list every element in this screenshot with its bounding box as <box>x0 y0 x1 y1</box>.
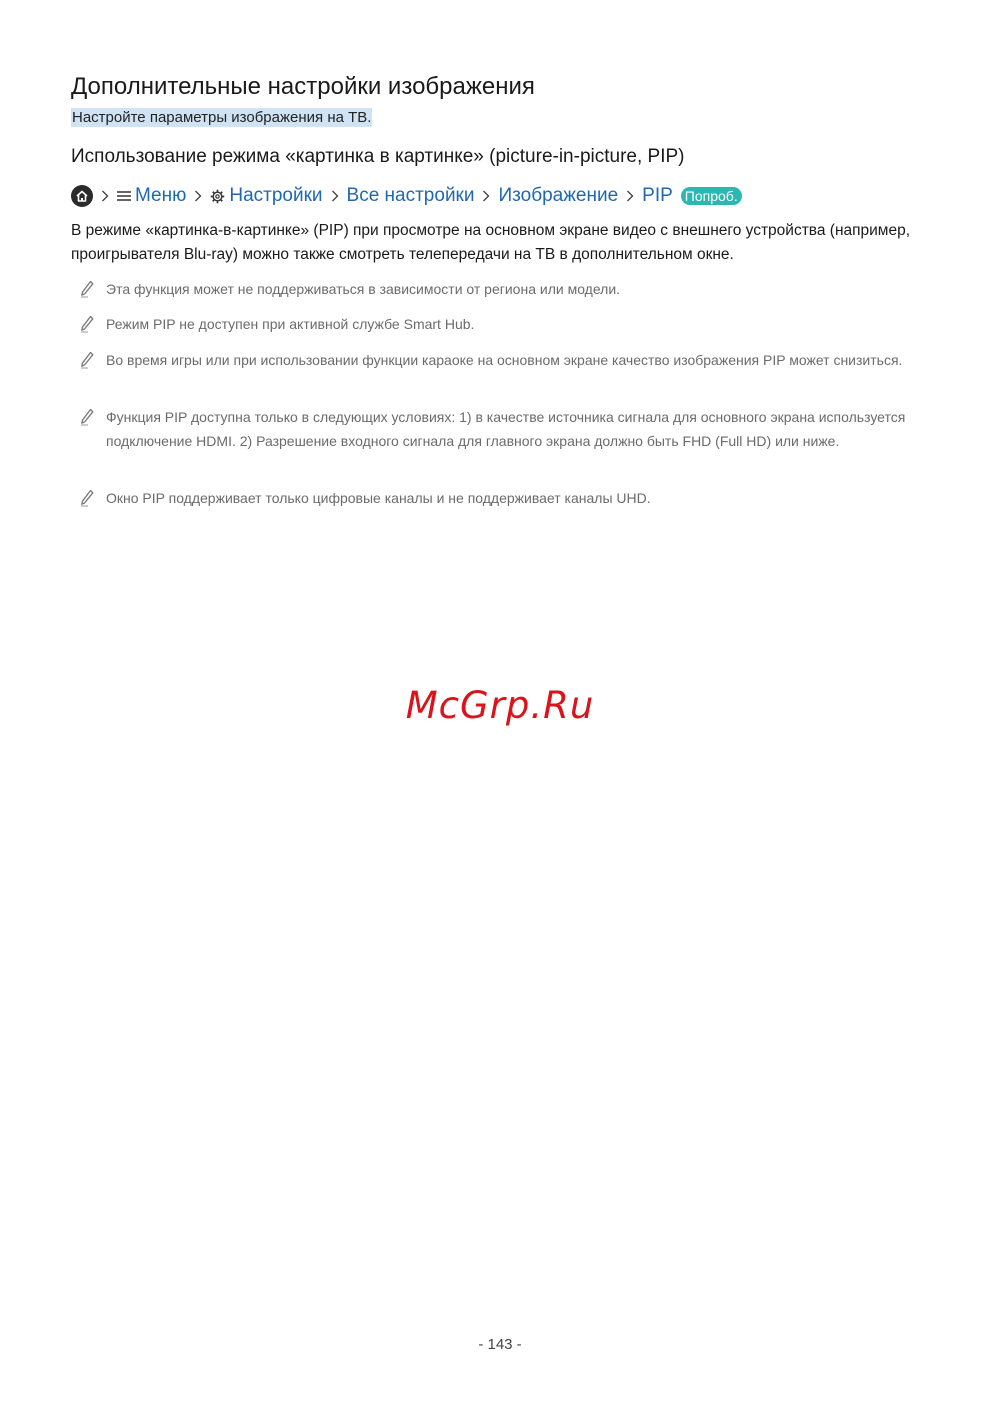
chevron-right-icon <box>97 190 113 202</box>
breadcrumb-label: Изображение <box>498 185 619 206</box>
pencil-icon <box>80 408 94 426</box>
chevron-right-icon <box>327 190 343 202</box>
intro-paragraph: В режиме «картинка-в-картинке» (PIP) при просмотре на основном экране видео с внешнего устройства (например, проигрывателя Blu-ray) можно также смотреть телепередачи на ТВ в дополнительном окне. <box>71 222 910 263</box>
pencil-icon <box>80 489 94 507</box>
breadcrumb-label: Меню <box>135 185 187 206</box>
chevron-right-icon <box>478 190 494 202</box>
note-item <box>80 348 920 372</box>
breadcrumb-item-menu[interactable] <box>117 185 186 207</box>
breadcrumb-item-all-settings[interactable] <box>347 185 475 207</box>
breadcrumb-item-settings[interactable] <box>210 185 322 207</box>
chevron-right-icon <box>622 190 638 202</box>
breadcrumb-label: PIP <box>642 185 673 206</box>
note-item <box>80 486 920 510</box>
watermark: McGrp.Ru <box>405 684 595 727</box>
section-heading: Использование режима «картинка в картинке» (picture-in-picture, PIP) <box>71 146 685 167</box>
note-item <box>80 405 920 453</box>
pencil-icon <box>80 315 94 333</box>
gear-icon <box>210 189 225 204</box>
breadcrumb-label: Все настройки <box>346 185 475 206</box>
try-now-button[interactable]: Попроб. <box>681 187 742 205</box>
note-text: Режим PIP не доступен при активной службе Smart Hub. <box>106 316 475 332</box>
breadcrumb-item-pip[interactable] <box>642 185 673 207</box>
pencil-icon <box>80 280 94 298</box>
note-item <box>80 312 920 336</box>
menu-icon <box>117 190 131 202</box>
pencil-icon <box>80 351 94 369</box>
note-text: Окно PIP поддерживает только цифровые каналы и не поддерживает каналы UHD. <box>106 490 651 506</box>
home-icon[interactable] <box>71 185 93 207</box>
note-item <box>80 277 920 301</box>
note-text: Функция PIP доступна только в следующих условиях: 1) в качестве источника сигнала для основного экрана используется подключение HDMI. 2) Разрешение входного сигнала для главного экрана должно быть FHD (Full HD) или ниже. <box>106 409 906 449</box>
note-text: Эта функция может не поддерживаться в зависимости от региона или модели. <box>106 281 621 297</box>
chevron-right-icon <box>190 190 206 202</box>
page-subtitle: Настройте параметры изображения на ТВ. <box>72 109 372 126</box>
breadcrumb-item-picture[interactable] <box>498 185 618 207</box>
page-number: - 143 - <box>478 1336 522 1353</box>
note-text: Во время игры или при использовании функции караоке на основном экране качество изображения PIP может снизиться. <box>106 352 903 368</box>
breadcrumb <box>71 182 742 210</box>
breadcrumb-label: Настройки <box>229 185 323 206</box>
page-title: Дополнительные настройки изображения <box>71 73 535 100</box>
